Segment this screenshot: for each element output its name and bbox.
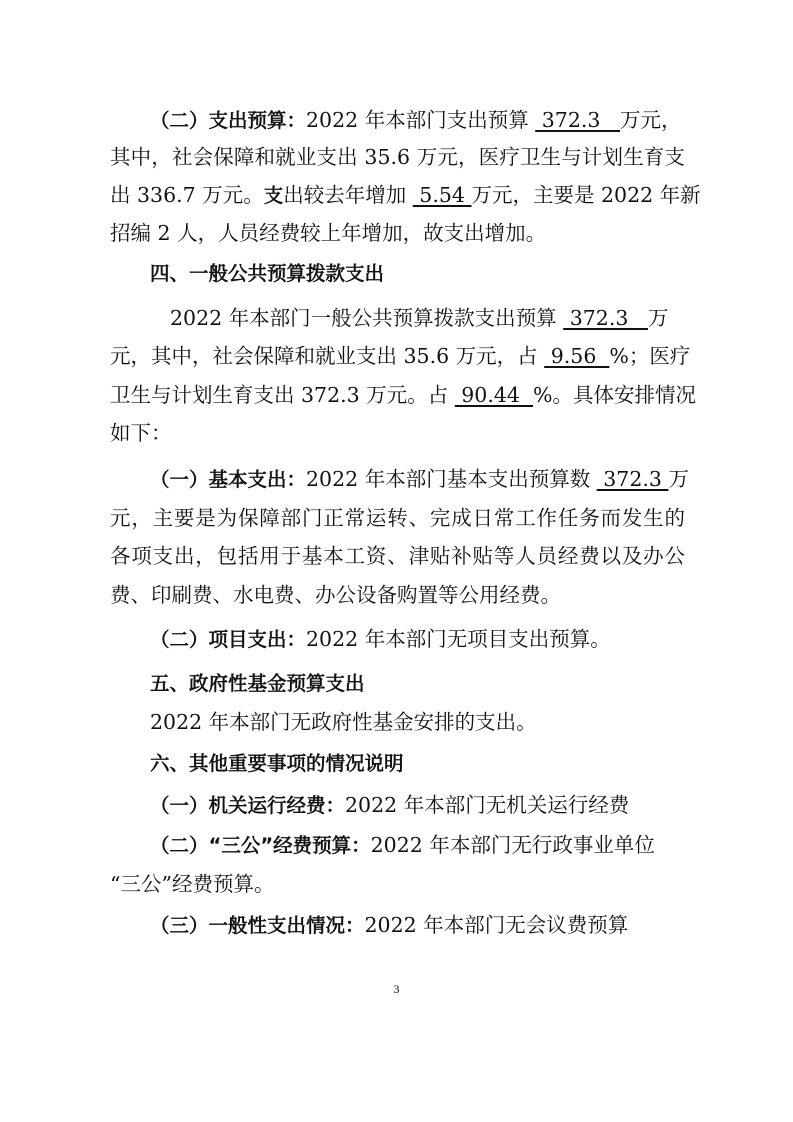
section-4-line-2: 元，其中，社会保障和就业支出 35.6 万元，占 9.56 %；医疗 xyxy=(110,344,691,368)
medical-percent: 90.44 xyxy=(454,383,533,407)
basic-expenditure-amount: 372.3 xyxy=(596,467,669,491)
page-number: 3 xyxy=(393,982,400,996)
section-4-line-3: 卫生与计划生育支出 372.3 万元。占 90.44 %。具体安排情况 xyxy=(110,383,696,407)
basic-expenditure-heading: （一）基本支出： xyxy=(150,468,307,491)
expenditure-budget-heading: （二）支出预算： xyxy=(150,109,307,132)
three-public-line-2: “三公”经费预算。 xyxy=(110,872,275,896)
section-4-line-1: 2022 年本部门一般公共预算拨款支出预算 372.3 万 xyxy=(170,306,669,330)
expenditure-budget-line-1: （二）支出预算：2022 年本部门支出预算 372.3 万元， xyxy=(150,108,682,132)
operating-cost-line: （一）机关运行经费：2022 年本部门无机关运行经费 xyxy=(150,793,630,817)
expenditure-budget-amount: 372.3 xyxy=(535,108,620,132)
general-expenditure-line: （三）一般性支出情况：2022 年本部门无会议费预算 xyxy=(150,913,629,937)
expenditure-budget-line-2: 其中，社会保障和就业支出 35.6 万元，医疗卫生与计划生育支 xyxy=(110,145,685,169)
general-budget-amount: 372.3 xyxy=(563,306,648,330)
section-5-text: 2022 年本部门无政府性基金安排的支出。 xyxy=(150,710,537,734)
section-4-title: 四、一般公共预算拨款支出 xyxy=(150,262,385,285)
section-6-title: 六、其他重要事项的情况说明 xyxy=(150,752,404,775)
basic-expenditure-line-4: 费、印刷费、水电费、办公设备购置等公用经费。 xyxy=(110,583,561,607)
section-4-line-4: 如下： xyxy=(110,421,172,445)
project-expenditure-heading: （二）项目支出： xyxy=(150,628,307,651)
social-security-percent: 9.56 xyxy=(544,344,610,368)
expenditure-budget-line-3: 出 336.7 万元。支出较去年增加 5.54 万元，主要是 2022 年新 xyxy=(110,183,701,207)
basic-expenditure-line-2: 元，主要是为保障部门正常运转、完成日常工作任务而发生的 xyxy=(110,506,685,530)
section-5-title: 五、政府性基金预算支出 xyxy=(150,672,365,695)
expenditure-increase-amount: 5.54 xyxy=(412,183,472,207)
basic-expenditure-line-1: （一）基本支出：2022 年本部门基本支出预算数 372.3 万 xyxy=(150,467,689,491)
three-public-line-1: （二）“三公”经费预算：2022 年本部门无行政事业单位 xyxy=(150,833,655,857)
expenditure-budget-line-4: 招编 2 人，人员经费较上年增加，故支出增加。 xyxy=(110,221,547,245)
basic-expenditure-line-3: 各项支出，包括用于基本工资、津贴补贴等人员经费以及办公 xyxy=(110,544,685,568)
project-expenditure-line: （二）项目支出：2022 年本部门无项目支出预算。 xyxy=(150,627,611,651)
